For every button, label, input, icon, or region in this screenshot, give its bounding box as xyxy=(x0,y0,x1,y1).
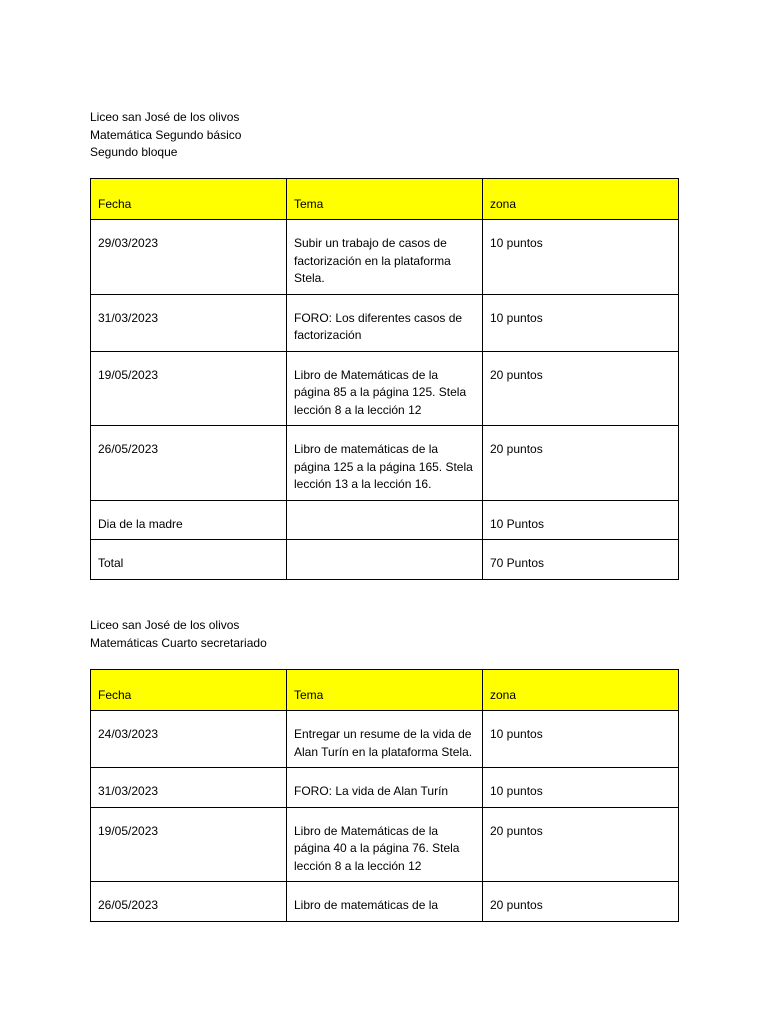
table-row xyxy=(91,220,679,295)
table-row xyxy=(91,500,679,540)
cell-zona: 20 puntos xyxy=(483,426,679,501)
schedule-table-1 xyxy=(90,178,679,580)
cell-tema: Libro de matemáticas de la xyxy=(287,882,483,922)
cell-tema: Libro de matemáticas de la página 125 a la página 165. Stela lección 13 a la lección 16. xyxy=(287,426,483,501)
cell-zona: 10 puntos xyxy=(483,294,679,351)
cell-zona: 10 Puntos xyxy=(483,500,679,540)
cell-fecha: 26/05/2023 xyxy=(91,882,287,922)
cell-fecha: 26/05/2023 xyxy=(91,426,287,501)
school-name: Liceo san José de los olivos xyxy=(90,110,240,124)
cell-tema: Libro de Matemáticas de la página 85 a la página 125. Stela lección 8 a la lección 12 xyxy=(287,351,483,426)
cell-fecha: Total xyxy=(91,540,287,580)
course-name: Matemática Segundo básico xyxy=(90,127,242,142)
column-header-zona: zona xyxy=(483,179,679,220)
column-header-tema: Tema xyxy=(287,670,483,711)
cell-tema: Subir un trabajo de casos de factorización en la plataforma Stela. xyxy=(287,220,483,295)
table-row xyxy=(91,426,679,501)
cell-zona: 10 puntos xyxy=(483,768,679,808)
document-heading-2 xyxy=(90,617,267,652)
cell-fecha: 29/03/2023 xyxy=(91,220,287,295)
table-row xyxy=(91,882,679,922)
cell-fecha: 19/05/2023 xyxy=(91,807,287,882)
column-header-tema: Tema xyxy=(287,179,483,220)
cell-tema: FORO: La vida de Alan Turín xyxy=(287,768,483,808)
table-row xyxy=(91,768,679,808)
block-name: Segundo bloque xyxy=(90,145,178,159)
table-row xyxy=(91,351,679,426)
cell-fecha: 31/03/2023 xyxy=(91,294,287,351)
cell-fecha: 19/05/2023 xyxy=(91,351,287,426)
cell-zona: 70 Puntos xyxy=(483,540,679,580)
cell-tema: Libro de Matemáticas de la página 40 a la página 76. Stela lección 8 a la lección 12 xyxy=(287,807,483,882)
schedule-table-2 xyxy=(90,669,679,922)
cell-fecha: 31/03/2023 xyxy=(91,768,287,808)
document-heading-1 xyxy=(90,109,241,162)
table-header-row xyxy=(91,670,679,711)
cell-zona: 20 puntos xyxy=(483,807,679,882)
cell-zona: 10 puntos xyxy=(483,711,679,768)
column-header-fecha: Fecha xyxy=(91,670,287,711)
cell-tema: Entregar un resume de la vida de Alan Turín en la plataforma Stela. xyxy=(287,711,483,768)
column-header-zona: zona xyxy=(483,670,679,711)
table-row xyxy=(91,294,679,351)
table-row xyxy=(91,540,679,580)
cell-tema xyxy=(287,500,483,540)
cell-fecha: Dia de la madre xyxy=(91,500,287,540)
school-name: Liceo san José de los olivos xyxy=(90,618,240,632)
column-header-fecha: Fecha xyxy=(91,179,287,220)
cell-zona: 20 puntos xyxy=(483,351,679,426)
table-header-row xyxy=(91,179,679,220)
course-name: Matemáticas Cuarto secretariado xyxy=(90,635,267,650)
cell-zona: 10 puntos xyxy=(483,220,679,295)
cell-tema xyxy=(287,540,483,580)
cell-zona: 20 puntos xyxy=(483,882,679,922)
table-row xyxy=(91,711,679,768)
table-row xyxy=(91,807,679,882)
cell-fecha: 24/03/2023 xyxy=(91,711,287,768)
cell-tema: FORO: Los diferentes casos de factorización xyxy=(287,294,483,351)
